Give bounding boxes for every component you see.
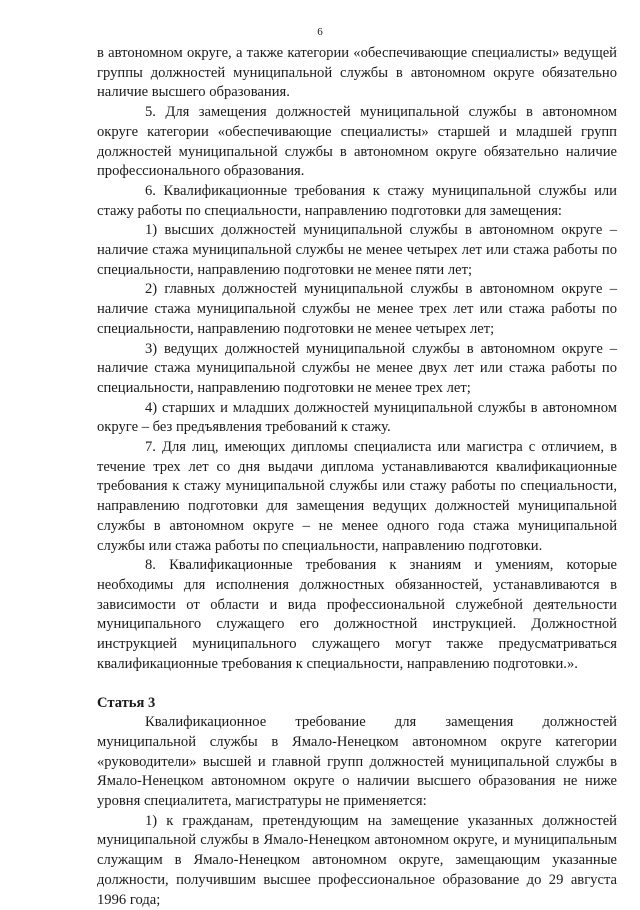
paragraph-item-6: 6. Квалификационные требования к стажу муниципальной службы или стажу работы по специальности, направлению подготовки для замещения: <box>97 182 617 219</box>
paragraph-item-8: 8. Квалификационные требования к знаниям и умениям, которые необходимы для исполнения должностных обязанностей, устанавливаются в зависимости от области и вида профессиональной служебной деятельности муниципального служащего его должностной инструкцией. Должностной инструкцией муниципального служащего могут также предусматриваться квалификационные требования к специальности, направлению подготовки.». <box>97 557 617 672</box>
paragraph-subitem-2: 2) главных должностей муниципальной службы в автономном округе – наличие стажа муниципальной службы не менее трех лет или стажа работы по специальности, направлению подготовки не менее четырех лет; <box>97 281 617 337</box>
article-heading: Статья 3 <box>97 694 156 711</box>
article-paragraph-intro: Квалификационное требование для замещения должностей муниципальной службы в Ямало-Ненецком автономном округе категории «руководители» высшей и главной групп должностей муниципальной службы в Ямало-Ненецком автономном округе о наличии высшего образования не ниже уровня специалитета, магистратуры не применяется: <box>97 714 617 810</box>
paragraph-subitem-1: 1) высших должностей муниципальной службы в автономном округе – наличие стажа муниципальной службы не менее четырех лет или стажа работы по специальности, направлению подготовки не менее пяти лет; <box>97 222 617 278</box>
document-body <box>97 44 617 910</box>
paragraph-continuation: в автономном округе, а также категории «обеспечивающие специалисты» ведущей группы должностей муниципальной службы в автономном округе обязательно наличие высшего образования. <box>97 45 617 101</box>
page-number: 6 <box>317 26 323 38</box>
paragraph-item-7: 7. Для лиц, имеющих дипломы специалиста или магистра с отличием, в течение трех лет со дня выдачи диплома устанавливаются квалификационные требования к стажу муниципальной службы или стажу работы по специальности, направлению подготовки для замещения ведущих должностей муниципальной службы в автономном округе – не менее одного года стажа муниципальной службы или стажа работы по специальности, направлению подготовки. <box>97 439 617 554</box>
article-paragraph-item-1: 1) к гражданам, претендующим на замещение указанных должностей муниципальной службы в Ямало-Ненецком автономном округе, и муниципальным служащим в Ямало-Ненецком автономном округе, замещающим указанные должности, получившим высшее профессиональное образование до 29 августа 1996 года; <box>97 812 617 908</box>
paragraph-subitem-3: 3) ведущих должностей муниципальной службы в автономном округе – наличие стажа муниципальной службы не менее двух лет или стажа работы по специальности, направлению подготовки не менее трех лет; <box>97 340 617 396</box>
paragraph-item-5: 5. Для замещения должностей муниципальной службы в автономном округе категории «обеспечивающие специалисты» старшей и младшей групп должностей муниципальной службы в автономном округе обязательно наличие профессионального образования. <box>97 104 617 180</box>
paragraph-subitem-4: 4) старших и младших должностей муниципальной службы в автономном округе – без предъявления требований к стажу. <box>97 399 617 436</box>
